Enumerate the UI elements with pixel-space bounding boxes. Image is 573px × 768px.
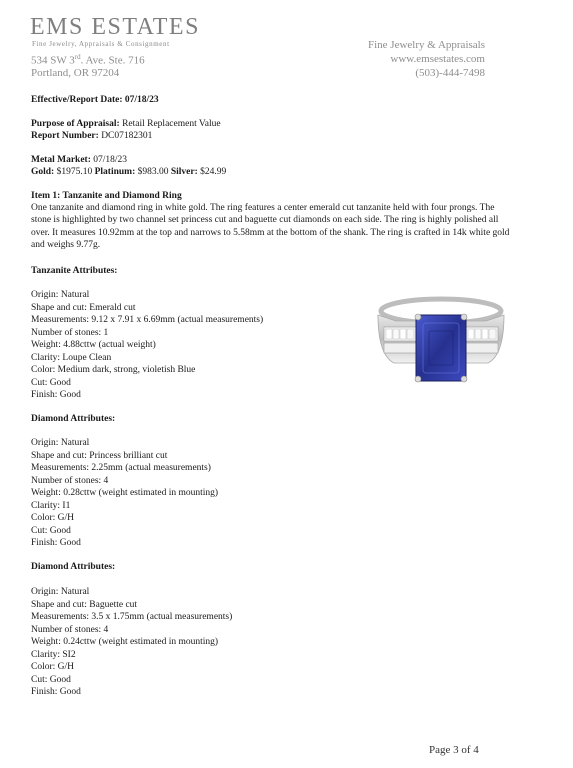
diamond2-attr-line: Number of stones: 4 [31, 624, 109, 635]
diamond2-attr-line: Cut: Good [31, 674, 71, 685]
company-logo-title: EMS ESTATES [30, 14, 200, 40]
diamond1-attr-line: Shape and cut: Princess brilliant cut [31, 450, 168, 461]
platinum-label: Platinum: [94, 167, 136, 177]
purpose-of-appraisal [31, 118, 221, 130]
tanzanite-attr-line: Cut: Good [31, 377, 71, 388]
diamond2-attr-line: Clarity: SI2 [31, 649, 76, 660]
diamond1-attr-line: Number of stones: 4 [31, 475, 109, 486]
company-logo-subtitle: Fine Jewelry, Appraisals & Consignment [32, 40, 170, 48]
tanzanite-attr-line: Color: Medium dark, strong, violetish Blue [31, 365, 196, 375]
diamond2-attr-line: Weight: 0.24cttw (weight estimated in mounting) [31, 637, 219, 647]
diamond1-attr-line: Color: G/H [31, 513, 75, 523]
tanzanite-attr-line: Origin: Natural [31, 290, 90, 300]
address-line-1-sup: rd [74, 53, 81, 61]
diamond2-attr-line: Shape and cut: Baguette cut [31, 599, 138, 610]
gold-label: Gold: [31, 167, 55, 177]
website-link[interactable]: www.emsestates.com [390, 53, 485, 65]
tanzanite-attr-line: Finish: Good [31, 390, 81, 400]
report-number-value: DC07182301 [98, 131, 153, 141]
diamond2-attr-line: Measurements: 3.5 x 1.75mm (actual measurements) [31, 612, 233, 622]
tanzanite-attr-line: Clarity: Loupe Clean [31, 352, 112, 363]
diamond2-attr-line: Finish: Good [31, 687, 81, 697]
diamond1-attr-line: Origin: Natural [31, 438, 90, 448]
purpose-label: Purpose of Appraisal: [31, 119, 120, 129]
item-heading: Item 1: Tanzanite and Diamond Ring [31, 191, 182, 201]
tagline: Fine Jewelry & Appraisals [367, 39, 485, 51]
metal-market-value: 07/18/23 [90, 155, 128, 165]
purpose-value: Retail Replacement Value [119, 119, 221, 129]
diamond-attributes-heading-2: Diamond Attributes: [31, 562, 116, 572]
silver-label: Silver: [170, 167, 198, 177]
metal-market-label: Metal Market: [31, 155, 91, 165]
silver-value: $24.99 [197, 167, 227, 177]
metal-prices [31, 166, 226, 178]
gold-value: $1975.10 [54, 167, 95, 177]
tanzanite-attr-line: Weight: 4.88cttw (actual weight) [31, 340, 156, 350]
address-line-1-suffix: . Ave. Ste. 716 [80, 54, 145, 67]
diamond1-attr-line: Weight: 0.28cttw (weight estimated in mounting) [31, 488, 219, 498]
address-line-1 [31, 53, 145, 67]
address-line-2: Portland, OR 97204 [31, 67, 120, 79]
ring-photo [374, 293, 509, 393]
item-description: One tanzanite and diamond ring in white gold. The ring features a center emerald cut tanzanite held with four prongs. The stone is highlighted by two channel set princess cut and baguette cut diamonds on each side. The ring is highly polished all over. It measures 10.92mm at the top and narrows to 5.58mm at the bottom of the shank. The ring is crafted in 14k white gold and weighs 9.77g. [31, 203, 510, 251]
phone-number: (503)-444-7498 [415, 67, 485, 79]
diamond2-attr-line: Origin: Natural [31, 587, 90, 597]
tanzanite-attr-line: Shape and cut: Emerald cut [31, 302, 136, 313]
effective-date: Effective/Report Date: 07/18/23 [31, 95, 159, 105]
diamond2-attr-line: Color: G/H [31, 662, 75, 672]
tanzanite-attributes-heading: Tanzanite Attributes: [31, 266, 118, 276]
metal-market [31, 154, 127, 166]
diamond1-attr-line: Clarity: I1 [31, 500, 71, 511]
platinum-value: $983.00 [135, 167, 171, 177]
tanzanite-attr-line: Measurements: 9.12 x 7.91 x 6.69mm (actual measurements) [31, 315, 264, 325]
diamond1-attr-line: Measurements: 2.25mm (actual measurements) [31, 463, 211, 473]
diamond1-attr-line: Cut: Good [31, 525, 71, 536]
tanzanite-attr-line: Number of stones: 1 [31, 327, 109, 338]
report-number [31, 130, 152, 142]
diamond1-attr-line: Finish: Good [31, 538, 81, 548]
diamond-attributes-heading-1: Diamond Attributes: [31, 414, 116, 424]
page-number: Page 3 of 4 [429, 744, 479, 756]
report-number-label: Report Number: [31, 131, 99, 141]
address-line-1-prefix: 534 SW 3 [31, 54, 75, 67]
